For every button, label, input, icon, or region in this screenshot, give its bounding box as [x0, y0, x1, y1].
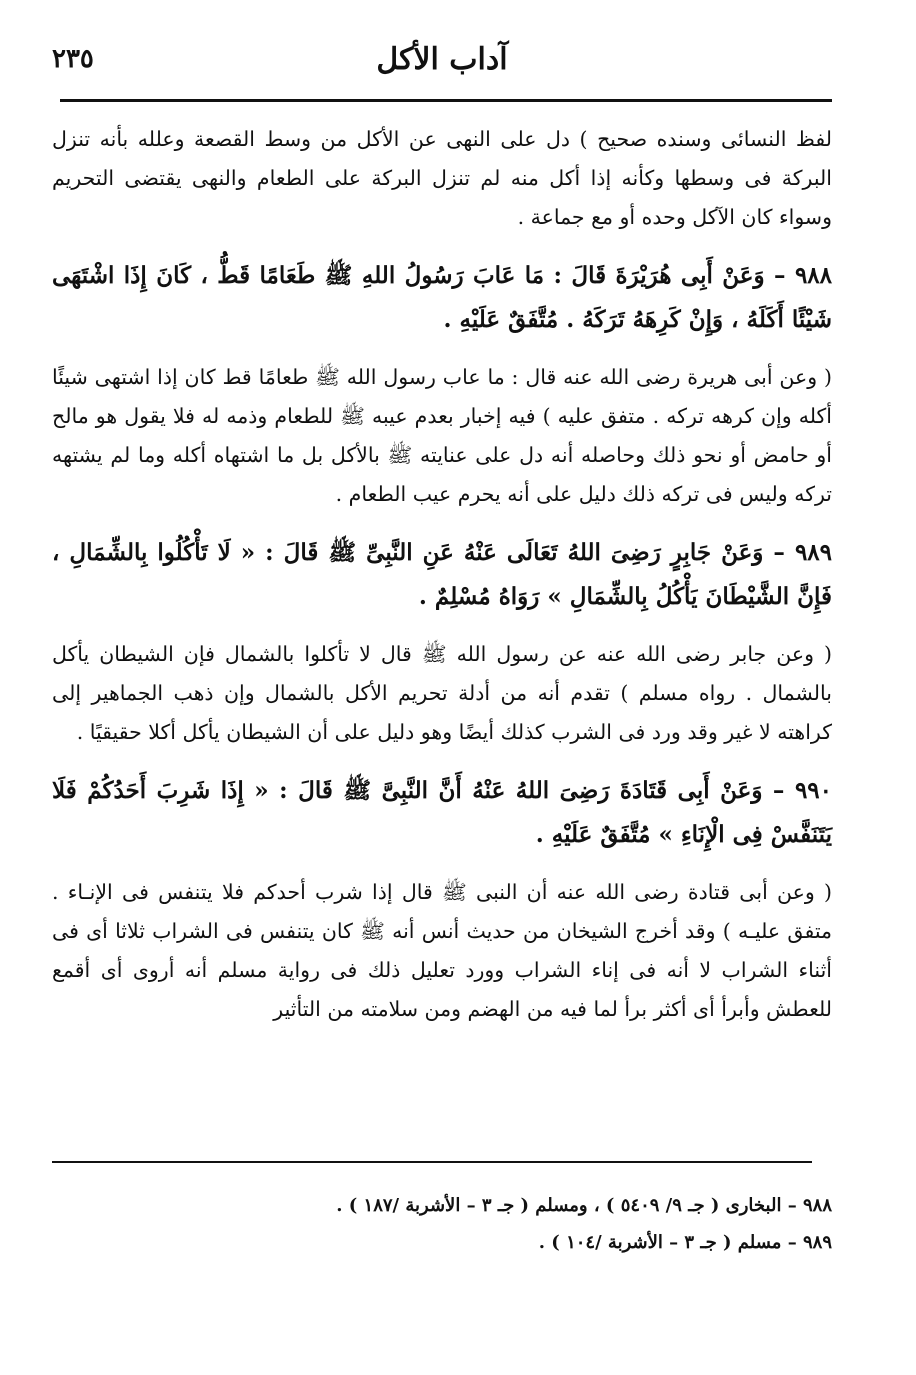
page-number: ٢٣٥	[52, 44, 94, 74]
running-title: آداب الأكل	[376, 42, 508, 77]
footnote-988: ٩٨٨ – البخارى ( جـ ٩/ ٥٤٠٩ ) ، ومسلم ( جـ ٣ – الأشربة /١٨٧ ) .	[336, 1195, 832, 1216]
commentary-paragraph: ( وعن جابر رضى الله عنه عن رسول الله ﷺ قال لا تأكلوا بالشمال فإن الشيطان يأكل بالشمال . رواه مسلم ) تقدم أنه من أدلة تحريم الأكل بالشمال وإن ذهب الجماهير إلى كراهته لا غير وقد ورد فى الشرب كذلك أيضًا وهو دليل على أن الشيطان يأكل أكلا حقيقيًا .	[52, 642, 832, 744]
book-page	[52, 0, 832, 1375]
commentary-paragraph: ( وعن أبى قتادة رضى الله عنه أن النبى ﷺ قال إذا شرب أحدكم فلا يتنفس فى الإنـاء . متفق عليـه ) وقد أخرج الشيخان من حديث أنس أنه ﷺ كان يتنفس فى الشراب ثلاثا أى فى أثناء الشراب لا أنه فى إناء الشراب وورد تعليل ذلك فى رواية مسلم أنه أروى أى أقمع للعطش وأبرأ أى أكثر برأ لما فيه من الهضم ومن سلامته من التأثير	[52, 880, 832, 1021]
hadith-988: ٩٨٨ – وَعَنْ أَبِى هُرَيْرَةَ قَالَ : مَا عَابَ رَسُولُ اللهِ ﷺ طَعَامًا قَطُّ ، كَانَ إِذَا اشْتَهَى شَيْئًا أَكَلَهُ ، وَإِنْ كَرِهَهُ تَرَكَهُ . مُتَّفَقٌ عَلَيْهِ .	[52, 262, 832, 333]
hadith-989: ٩٨٩ – وَعَنْ جَابِرٍ رَضِىَ اللهُ تَعَالَى عَنْهُ عَنِ النَّبِىِّ ﷺ قَالَ : « لَا تَأْكُلُوا بِالشِّمَالِ ، فَإِنَّ الشَّيْطَانَ يَأْكُلُ بِالشِّمَالِ » رَوَاهُ مُسْلِمٌ .	[52, 539, 832, 610]
commentary-paragraph: ( وعن أبى هريرة رضى الله عنه قال : ما عاب رسول الله ﷺ طعامًا قط كان إذا اشتهى شيئًا أكله وإن كرهه تركه . متفق عليه ) فيه إخبار بعدم عيبه ﷺ للطعام وذمه له فلا يقول هو مالح أو حامض أو نحو ذلك وحاصله أنه دل على عنايته ﷺ بالأكل بل ما اشتهاه أكله وما لم يشتهه تركه وليس فى تركه ذلك دليل على أنه يحرم عيب الطعام .	[52, 365, 832, 506]
page-body	[52, 120, 832, 1029]
commentary-paragraph: لفظ النسائى وسنده صحيح ) دل على النهى عن الأكل من وسط القصعة وعلله بأنه تنزل البركة فى وسطها وكأنه إذا أكل منه لم تنزل البركة على الطعام والنهى يقتضى التحريم وسواء كان الآكل وحده أو مع جماعة .	[52, 127, 832, 229]
hadith-990: ٩٩٠ – وَعَنْ أَبِى قَتَادَةَ رَضِىَ اللهُ عَنْهُ أَنَّ النَّبِىَّ ﷺ قَالَ : « إِذَا شَرِبَ أَحَدُكُمْ فَلَا يَتَنَفَّسْ فِى الْإِنَاءِ » مُتَّفَقٌ عَلَيْهِ .	[52, 777, 832, 848]
footnote-divider	[52, 1161, 812, 1163]
page-header	[52, 42, 832, 92]
footnote-989: ٩٨٩ – مسلم ( جـ ٣ – الأشربة /١٠٤ ) .	[538, 1232, 832, 1253]
header-divider	[60, 99, 832, 102]
footnotes	[52, 1187, 832, 1261]
